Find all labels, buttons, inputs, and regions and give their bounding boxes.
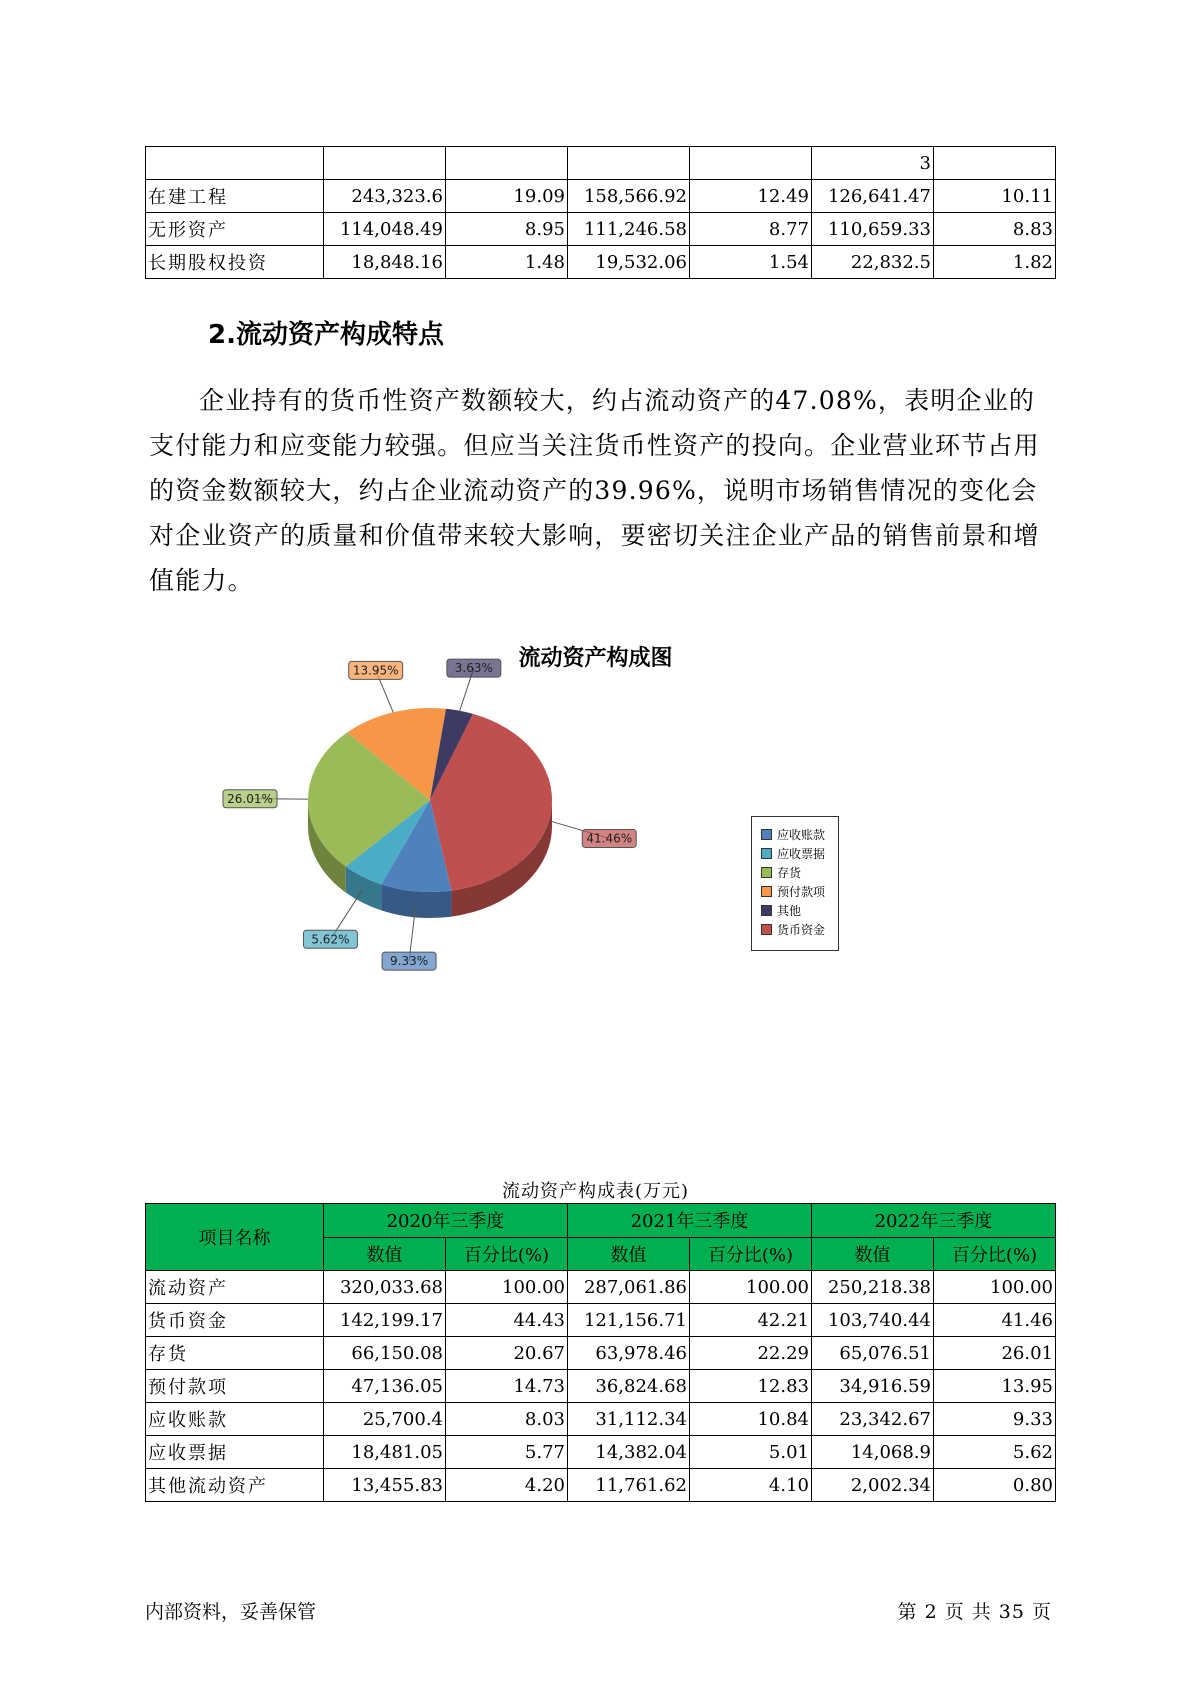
table-cell: 8.77: [690, 213, 812, 246]
table-cell: 20.67: [446, 1337, 568, 1370]
table-cell: 110,659.33: [812, 213, 934, 246]
table-cell: 42.21: [690, 1304, 812, 1337]
table-cell: 126,641.47: [812, 180, 934, 213]
row-label: 货币资金: [146, 1304, 324, 1337]
table-cell: 31,112.34: [568, 1403, 690, 1436]
header-value: 数值: [812, 1237, 934, 1271]
table-cell: 142,199.17: [324, 1304, 446, 1337]
table-cell: 287,061.86: [568, 1271, 690, 1304]
table-cell: 4.20: [446, 1469, 568, 1502]
header-percent: 百分比(%): [934, 1237, 1056, 1271]
table-cell: 250,218.38: [812, 1271, 934, 1304]
legend-swatch: [761, 924, 772, 935]
body-paragraph: 企业持有的货币性资产数额较大，约占流动资产的47.08%，表明企业的支付能力和应变能力较强。但应当关注货币性资产的投向。企业营业环节占用的资金数额较大，约占企业流动资产的39.96%，说明市场销售情况的变化会对企业资产的质量和价值带来较大影响，要密切关注企业产品的销售前景和增值能力。: [149, 386, 1040, 595]
row-label: 应收账款: [146, 1403, 324, 1436]
chart-legend: [751, 816, 839, 951]
legend-swatch: [761, 886, 772, 897]
data-label: 9.33%: [390, 954, 429, 969]
row-label: 在建工程: [146, 180, 324, 213]
table-cell: 121,156.71: [568, 1304, 690, 1337]
row-label: 存货: [146, 1337, 324, 1370]
table-cell: 10.84: [690, 1403, 812, 1436]
table-cell: 18,481.05: [324, 1436, 446, 1469]
header-period: 2020年三季度: [324, 1204, 568, 1238]
header-item-name: 项目名称: [146, 1204, 324, 1271]
table-cell: 34,916.59: [812, 1370, 934, 1403]
table-cell: 100.00: [446, 1271, 568, 1304]
footer-confidential-note: 内部资料，妥善保管: [145, 1601, 317, 1623]
data-label: 3.63%: [454, 661, 493, 676]
table-cell: 22.29: [690, 1337, 812, 1370]
table-cell: 0.80: [934, 1469, 1056, 1502]
table-row: [146, 1271, 1056, 1304]
chart-title: 流动资产构成图: [518, 646, 673, 671]
table-cell: 13.95: [934, 1370, 1056, 1403]
table-cell: 100.00: [934, 1271, 1056, 1304]
table-caption: 流动资产构成表(万元): [501, 1181, 690, 1202]
table-cell: 10.11: [934, 180, 1056, 213]
legend-swatch: [761, 867, 772, 878]
legend-item: [761, 844, 838, 863]
table-cell: 23,342.67: [812, 1403, 934, 1436]
table-cell: 11,761.62: [568, 1469, 690, 1502]
current-assets-table: [145, 1203, 1056, 1502]
table-cell: 9.33: [934, 1403, 1056, 1436]
table-cell: 63,978.46: [568, 1337, 690, 1370]
legend-label: 其他: [777, 904, 802, 918]
row-label: 其他流动资产: [146, 1469, 324, 1502]
table-cell: 1.48: [446, 246, 568, 279]
table-cell: 111,246.58: [568, 213, 690, 246]
table-cell: 8.03: [446, 1403, 568, 1436]
legend-label: 应收账款: [777, 828, 826, 842]
table-cell: 1.82: [934, 246, 1056, 279]
legend-swatch: [761, 905, 772, 916]
table-row: [146, 1370, 1056, 1403]
table-cell: 41.46: [934, 1304, 1056, 1337]
table-cell: 19.09: [446, 180, 568, 213]
section-heading: 2.流动资产构成特点: [208, 320, 444, 350]
row-label: 长期股权投资: [146, 246, 324, 279]
row-label: 流动资产: [146, 1271, 324, 1304]
table-cell: 14.73: [446, 1370, 568, 1403]
header-value: 数值: [568, 1237, 690, 1271]
table-cell: 22,832.5: [812, 246, 934, 279]
table-cell: 5.77: [446, 1436, 568, 1469]
data-label: 41.46%: [586, 831, 633, 846]
data-label: 13.95%: [352, 663, 399, 678]
table-cell: 14,068.9: [812, 1436, 934, 1469]
legend-label: 应收票据: [777, 847, 826, 861]
table-cell: 5.01: [690, 1436, 812, 1469]
footer-page-number: 第 2 页 共 35 页: [897, 1601, 1052, 1623]
table-cell: 26.01: [934, 1337, 1056, 1370]
legend-swatch: [761, 829, 772, 840]
table-row: [146, 1337, 1056, 1370]
header-value: 数值: [324, 1237, 446, 1271]
table-cell: 5.62: [934, 1436, 1056, 1469]
legend-item: [761, 863, 838, 882]
legend-label: 预付款项: [777, 885, 826, 899]
row-label: 无形资产: [146, 213, 324, 246]
header-percent: 百分比(%): [690, 1237, 812, 1271]
row-label: 预付款项: [146, 1370, 324, 1403]
legend-item: [761, 882, 838, 901]
table-cell: 13,455.83: [324, 1469, 446, 1502]
table-cell: 158,566.92: [568, 180, 690, 213]
table-cell: 25,700.4: [324, 1403, 446, 1436]
table-cell: 65,076.51: [812, 1337, 934, 1370]
table-cell: 4.10: [690, 1469, 812, 1502]
data-label: 26.01%: [227, 791, 273, 806]
table-cell: 3: [812, 147, 934, 180]
table-cell: 36,824.68: [568, 1370, 690, 1403]
header-period: 2022年三季度: [812, 1204, 1056, 1238]
header-percent: 百分比(%): [446, 1237, 568, 1271]
legend-item: [761, 901, 838, 920]
table-cell: 114,048.49: [324, 213, 446, 246]
table-cell: 19,532.06: [568, 246, 690, 279]
legend-label: 货币资金: [777, 923, 826, 937]
legend-swatch: [761, 848, 772, 859]
table-row: [146, 1304, 1056, 1337]
table-cell: 47,136.05: [324, 1370, 446, 1403]
legend-item: [761, 825, 838, 844]
table-cell: 243,323.6: [324, 180, 446, 213]
table-cell: 100.00: [690, 1271, 812, 1304]
table-cell: 12.83: [690, 1370, 812, 1403]
table-cell: 44.43: [446, 1304, 568, 1337]
table-cell: 1.54: [690, 246, 812, 279]
table-cell: 320,033.68: [324, 1271, 446, 1304]
table-row: [146, 1436, 1056, 1469]
table-cell: 8.95: [446, 213, 568, 246]
legend-label: 存货: [777, 866, 802, 880]
header-period: 2021年三季度: [568, 1204, 812, 1238]
legend-item: [761, 920, 838, 939]
row-label: 应收票据: [146, 1436, 324, 1469]
table-row: [146, 1469, 1056, 1502]
table-row: [146, 1403, 1056, 1436]
table-cell: 14,382.04: [568, 1436, 690, 1469]
data-label: 5.62%: [311, 932, 350, 947]
table-cell: 2,002.34: [812, 1469, 934, 1502]
table-cell: 18,848.16: [324, 246, 446, 279]
table-cell: 103,740.44: [812, 1304, 934, 1337]
table-cell: 66,150.08: [324, 1337, 446, 1370]
table-cell: 8.83: [934, 213, 1056, 246]
table-cell: 12.49: [690, 180, 812, 213]
